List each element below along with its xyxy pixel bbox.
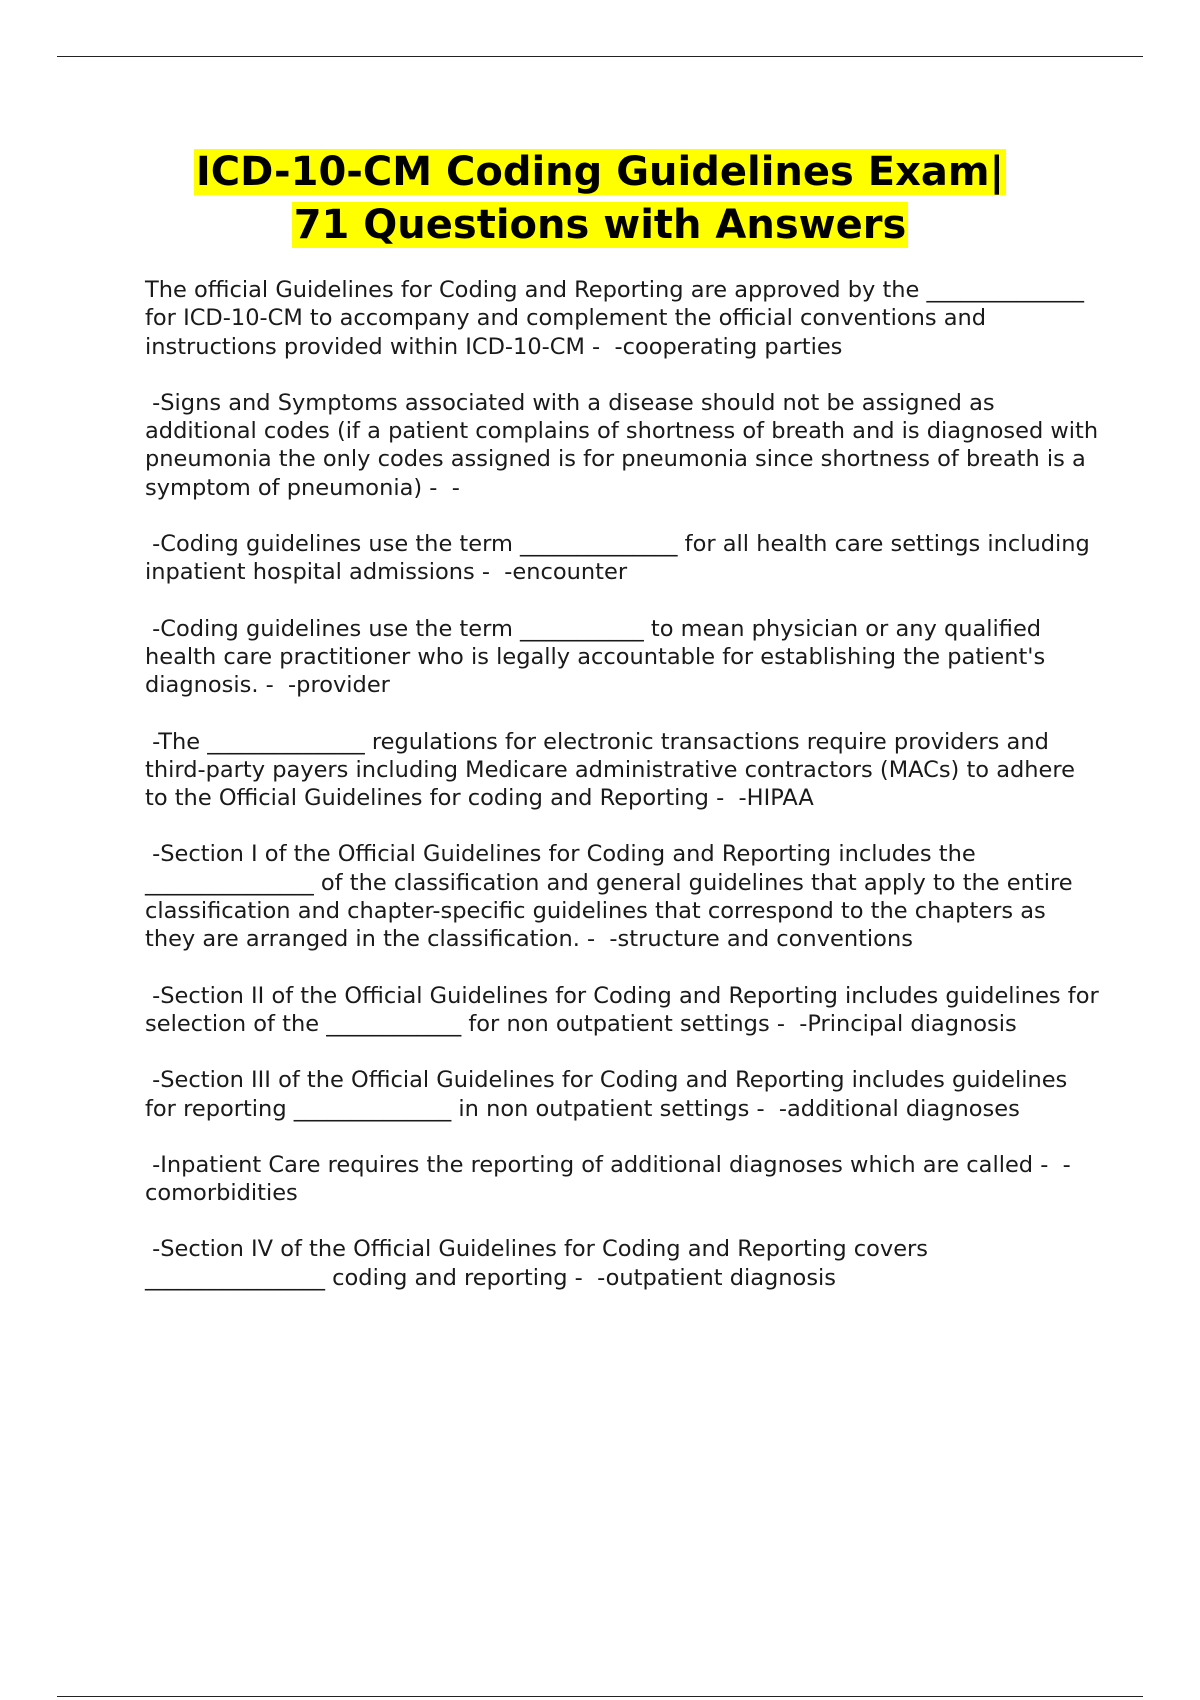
title-line-2: 71 Questions with Answers	[293, 202, 907, 248]
question-item-9: -Inpatient Care requires the reporting of additional diagnoses which are called - -comorbidities	[145, 1151, 1071, 1207]
question-item-2: -Signs and Symptoms associated with a disease should not be assigned as additional codes (if a patient complains of shortness of breath and is diagnosed with pneumonia the only codes assigned is for pneumonia since shortness of breath is a symptom of pneumonia) - -	[145, 389, 1106, 501]
question-item-10: -Section IV of the Official Guidelines for Coding and Reporting covers ________________ coding and reporting - -outpatient diagnosis	[145, 1236, 936, 1291]
bottom-rule	[57, 1696, 1143, 1697]
question-item-6: -Section I of the Official Guidelines for Coding and Reporting includes the _______________ of the classification and general guidelines that apply to the entire classification and chapter-specific guidelines that correspond to the chapters as they are arranged in the classification. - -structure and conventions	[145, 841, 1080, 953]
top-rule	[57, 56, 1143, 57]
question-item-5: -The ______________ regulations for electronic transactions require providers and third-party payers including Medicare administrative contractors (MACs) to adhere to the Official Guidelines for coding and Reporting - -HIPAA	[145, 728, 1083, 812]
question-item-1: The official Guidelines for Coding and Reporting are approved by the ______________ for ICD-10-CM to accompany and complement the official conventions and instructions provided within ICD-10-CM - -cooperating parties	[145, 277, 1092, 360]
question-item-4: -Coding guidelines use the term ___________ to mean physician or any qualified health care practitioner who is legally accountable for establishing the patient's diagnosis. - -provider	[145, 615, 1053, 699]
document-title	[80, 146, 1120, 252]
question-item-7: -Section II of the Official Guidelines for Coding and Reporting includes guidelines for selection of the ____________ for non outpatient settings - -Principal diagnosis	[145, 982, 1106, 1037]
title-line-1: ICD-10-CM Coding Guidelines Exam|	[195, 149, 1005, 195]
question-item-3: -Coding guidelines use the term ______________ for all health care settings including inpatient hospital admissions - -encounter	[145, 531, 1097, 586]
question-item-8: -Section III of the Official Guidelines for Coding and Reporting includes guidelines for reporting ______________ in non outpatient settings - -additional diagnoses	[145, 1067, 1075, 1122]
question-list	[145, 276, 1106, 1320]
